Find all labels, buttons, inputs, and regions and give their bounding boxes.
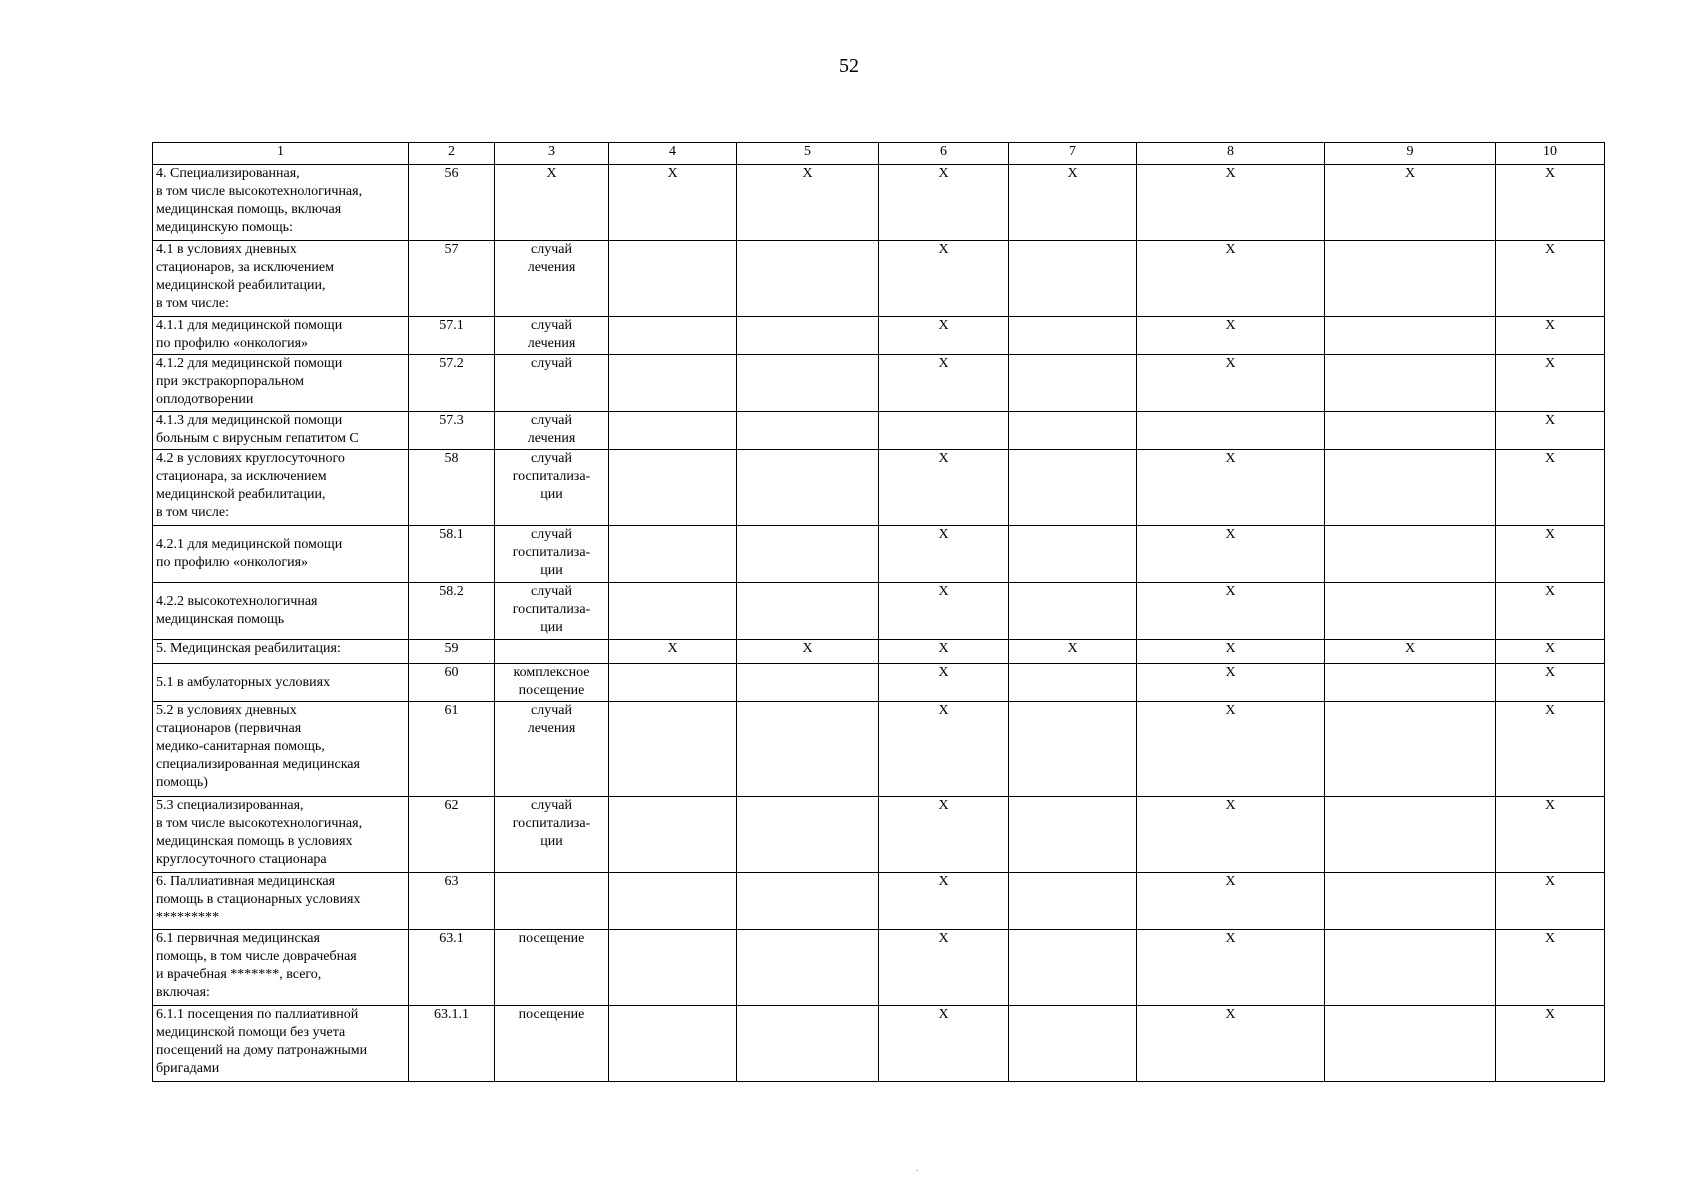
row-code-cell: 58 <box>409 450 495 526</box>
col-4-cell <box>609 873 737 930</box>
data-table <box>152 142 1605 1082</box>
col-9-cell <box>1325 526 1496 583</box>
col-9-cell <box>1325 1006 1496 1082</box>
col-10-cell: X <box>1496 241 1605 317</box>
row-unit-cell: случай госпитализа- ции <box>495 583 609 640</box>
col-10-cell: X <box>1496 640 1605 664</box>
col-10-cell: X <box>1496 165 1605 241</box>
col-8-cell: X <box>1137 640 1325 664</box>
col-7-cell <box>1009 450 1137 526</box>
row-unit-cell: случай <box>495 355 609 412</box>
column-header: 7 <box>1009 143 1137 165</box>
row-code-cell: 58.1 <box>409 526 495 583</box>
col-4-cell <box>609 930 737 1006</box>
col-5-cell <box>737 412 879 450</box>
row-name-cell: 4.1.2 для медицинской помощи при экстракорпоральном оплодотворении <box>153 355 409 412</box>
page-number: 52 <box>839 55 859 77</box>
row-name-cell: 5.2 в условиях дневных стационаров (первичная медико-санитарная помощь, специализированная медицинская помощь) <box>153 702 409 797</box>
row-unit-cell: X <box>495 165 609 241</box>
table-row <box>153 664 1605 702</box>
col-9-cell <box>1325 412 1496 450</box>
col-6-cell: X <box>879 583 1009 640</box>
col-9-cell <box>1325 241 1496 317</box>
col-10-cell: X <box>1496 873 1605 930</box>
row-code-cell: 63.1.1 <box>409 1006 495 1082</box>
col-9-cell <box>1325 797 1496 873</box>
col-4-cell <box>609 702 737 797</box>
row-name-cell: 5.3 специализированная, в том числе высокотехнологичная, медицинская помощь в условиях круглосуточного стационара <box>153 797 409 873</box>
row-code-cell: 59 <box>409 640 495 664</box>
col-10-cell: X <box>1496 450 1605 526</box>
row-name-cell: 5.1 в амбулаторных условиях <box>153 664 409 702</box>
scan-speck <box>916 1170 918 1171</box>
col-6-cell: X <box>879 317 1009 355</box>
col-9-cell <box>1325 702 1496 797</box>
col-10-cell: X <box>1496 526 1605 583</box>
row-unit-cell: случай лечения <box>495 702 609 797</box>
row-code-cell: 57.3 <box>409 412 495 450</box>
col-4-cell <box>609 412 737 450</box>
col-4-cell <box>609 664 737 702</box>
col-10-cell: X <box>1496 412 1605 450</box>
table-row <box>153 640 1605 664</box>
row-unit-cell: случай госпитализа- ции <box>495 526 609 583</box>
col-6-cell: X <box>879 664 1009 702</box>
table-row <box>153 412 1605 450</box>
table-row <box>153 355 1605 412</box>
row-unit-cell: комплексное посещение <box>495 664 609 702</box>
table-row <box>153 873 1605 930</box>
row-name-cell: 4.2.2 высокотехнологичная медицинская помощь <box>153 583 409 640</box>
row-code-cell: 60 <box>409 664 495 702</box>
column-header: 8 <box>1137 143 1325 165</box>
col-4-cell <box>609 1006 737 1082</box>
col-5-cell <box>737 450 879 526</box>
col-9-cell: X <box>1325 640 1496 664</box>
col-7-cell <box>1009 930 1137 1006</box>
table-row <box>153 317 1605 355</box>
row-unit-cell: случай лечения <box>495 412 609 450</box>
column-header: 6 <box>879 143 1009 165</box>
col-5-cell <box>737 797 879 873</box>
col-4-cell <box>609 241 737 317</box>
col-10-cell: X <box>1496 317 1605 355</box>
col-7-cell: X <box>1009 165 1137 241</box>
col-4-cell <box>609 355 737 412</box>
row-name-cell: 4.2.1 для медицинской помощи по профилю «онкология» <box>153 526 409 583</box>
col-6-cell: X <box>879 873 1009 930</box>
col-5-cell <box>737 241 879 317</box>
col-7-cell <box>1009 241 1137 317</box>
col-8-cell: X <box>1137 873 1325 930</box>
col-10-cell: X <box>1496 702 1605 797</box>
column-header: 4 <box>609 143 737 165</box>
col-7-cell <box>1009 664 1137 702</box>
col-10-cell: X <box>1496 355 1605 412</box>
table-row <box>153 797 1605 873</box>
col-7-cell <box>1009 583 1137 640</box>
col-5-cell <box>737 1006 879 1082</box>
col-9-cell <box>1325 450 1496 526</box>
col-7-cell <box>1009 526 1137 583</box>
table-row <box>153 930 1605 1006</box>
col-5-cell <box>737 583 879 640</box>
col-7-cell: X <box>1009 640 1137 664</box>
col-6-cell: X <box>879 640 1009 664</box>
row-code-cell: 63.1 <box>409 930 495 1006</box>
col-6-cell: X <box>879 797 1009 873</box>
col-8-cell: X <box>1137 797 1325 873</box>
row-code-cell: 63 <box>409 873 495 930</box>
col-4-cell: X <box>609 165 737 241</box>
col-8-cell: X <box>1137 526 1325 583</box>
col-4-cell <box>609 583 737 640</box>
col-6-cell: X <box>879 165 1009 241</box>
col-8-cell: X <box>1137 702 1325 797</box>
col-5-cell: X <box>737 640 879 664</box>
col-6-cell: X <box>879 526 1009 583</box>
col-9-cell <box>1325 317 1496 355</box>
col-8-cell: X <box>1137 355 1325 412</box>
col-10-cell: X <box>1496 797 1605 873</box>
col-8-cell: X <box>1137 930 1325 1006</box>
row-name-cell: 4.2 в условиях круглосуточного стационара, за исключением медицинской реабилитации, в том числе: <box>153 450 409 526</box>
column-header: 9 <box>1325 143 1496 165</box>
col-4-cell <box>609 317 737 355</box>
row-code-cell: 58.2 <box>409 583 495 640</box>
col-8-cell <box>1137 412 1325 450</box>
col-9-cell <box>1325 355 1496 412</box>
col-9-cell <box>1325 930 1496 1006</box>
row-name-cell: 6.1 первичная медицинская помощь, в том числе доврачебная и врачебная *******, всего, включая: <box>153 930 409 1006</box>
col-7-cell <box>1009 317 1137 355</box>
col-10-cell: X <box>1496 664 1605 702</box>
column-header: 3 <box>495 143 609 165</box>
row-name-cell: 6. Паллиативная медицинская помощь в стационарных условиях ********* <box>153 873 409 930</box>
table-row <box>153 165 1605 241</box>
col-7-cell <box>1009 355 1137 412</box>
table-row <box>153 526 1605 583</box>
table-row <box>153 1006 1605 1082</box>
col-7-cell <box>1009 1006 1137 1082</box>
col-5-cell <box>737 355 879 412</box>
row-unit-cell: посещение <box>495 1006 609 1082</box>
row-code-cell: 62 <box>409 797 495 873</box>
col-7-cell <box>1009 797 1137 873</box>
row-unit-cell: случай госпитализа- ции <box>495 450 609 526</box>
row-code-cell: 57.1 <box>409 317 495 355</box>
col-9-cell <box>1325 664 1496 702</box>
row-name-cell: 4. Специализированная, в том числе высокотехнологичная, медицинская помощь, включая медицинскую помощь: <box>153 165 409 241</box>
row-name-cell: 6.1.1 посещения по паллиативной медицинской помощи без учета посещений на дому патронажными бригадами <box>153 1006 409 1082</box>
row-unit-cell: случай лечения <box>495 241 609 317</box>
col-8-cell: X <box>1137 583 1325 640</box>
col-9-cell: X <box>1325 165 1496 241</box>
column-header: 10 <box>1496 143 1605 165</box>
col-10-cell: X <box>1496 930 1605 1006</box>
col-7-cell <box>1009 702 1137 797</box>
row-unit-cell <box>495 640 609 664</box>
table-row <box>153 241 1605 317</box>
row-code-cell: 57.2 <box>409 355 495 412</box>
col-8-cell: X <box>1137 1006 1325 1082</box>
col-5-cell <box>737 317 879 355</box>
col-6-cell: X <box>879 930 1009 1006</box>
row-name-cell: 5. Медицинская реабилитация: <box>153 640 409 664</box>
col-5-cell <box>737 664 879 702</box>
table-row <box>153 583 1605 640</box>
col-8-cell: X <box>1137 450 1325 526</box>
col-4-cell <box>609 450 737 526</box>
col-7-cell <box>1009 412 1137 450</box>
col-6-cell <box>879 412 1009 450</box>
row-code-cell: 57 <box>409 241 495 317</box>
col-5-cell <box>737 702 879 797</box>
row-code-cell: 61 <box>409 702 495 797</box>
col-8-cell: X <box>1137 317 1325 355</box>
col-4-cell <box>609 526 737 583</box>
row-name-cell: 4.1.1 для медицинской помощи по профилю «онкология» <box>153 317 409 355</box>
col-9-cell <box>1325 873 1496 930</box>
col-4-cell <box>609 797 737 873</box>
table-row <box>153 702 1605 797</box>
col-4-cell: X <box>609 640 737 664</box>
row-unit-cell: посещение <box>495 930 609 1006</box>
row-unit-cell <box>495 873 609 930</box>
table-header-row <box>153 143 1605 165</box>
col-6-cell: X <box>879 355 1009 412</box>
col-9-cell <box>1325 583 1496 640</box>
col-8-cell: X <box>1137 165 1325 241</box>
col-7-cell <box>1009 873 1137 930</box>
table-row <box>153 450 1605 526</box>
col-6-cell: X <box>879 1006 1009 1082</box>
row-name-cell: 4.1.3 для медицинской помощи больным с вирусным гепатитом С <box>153 412 409 450</box>
col-6-cell: X <box>879 241 1009 317</box>
row-unit-cell: случай госпитализа- ции <box>495 797 609 873</box>
col-6-cell: X <box>879 702 1009 797</box>
col-10-cell: X <box>1496 1006 1605 1082</box>
column-header: 5 <box>737 143 879 165</box>
row-code-cell: 56 <box>409 165 495 241</box>
column-header: 1 <box>153 143 409 165</box>
col-6-cell: X <box>879 450 1009 526</box>
row-unit-cell: случай лечения <box>495 317 609 355</box>
col-10-cell: X <box>1496 583 1605 640</box>
col-8-cell: X <box>1137 664 1325 702</box>
row-name-cell: 4.1 в условиях дневных стационаров, за исключением медицинской реабилитации, в том числе: <box>153 241 409 317</box>
col-5-cell <box>737 526 879 583</box>
column-header: 2 <box>409 143 495 165</box>
col-5-cell <box>737 873 879 930</box>
col-8-cell: X <box>1137 241 1325 317</box>
col-5-cell <box>737 930 879 1006</box>
col-5-cell: X <box>737 165 879 241</box>
